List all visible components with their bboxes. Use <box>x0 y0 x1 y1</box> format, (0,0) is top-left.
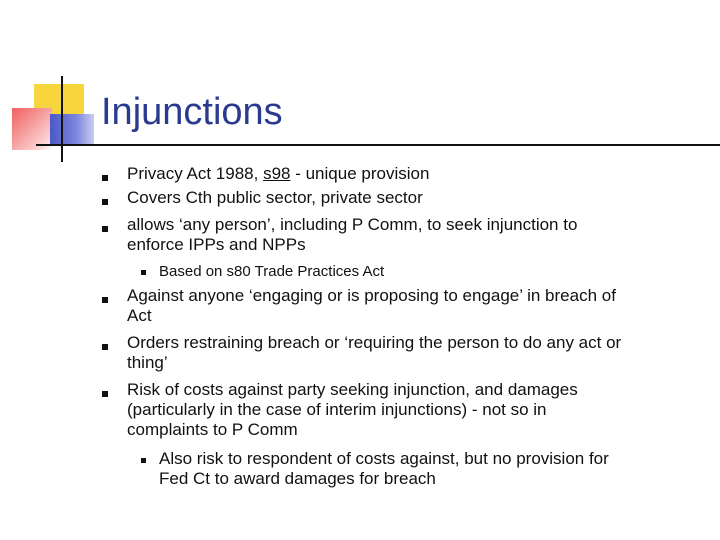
bullet-text: thing’ <box>127 353 168 372</box>
bullet-text: allows ‘any person’, including P Comm, to seek injunction to <box>127 215 578 234</box>
bullet-item <box>127 380 578 440</box>
bullet-text: Also risk to respondent of costs against, but no provision for <box>159 449 609 468</box>
bullet-item <box>127 164 429 184</box>
bullet-square-icon <box>102 175 108 181</box>
bullet-text: Covers Cth public sector, private sector <box>127 188 423 207</box>
bullet-square-icon <box>102 297 108 303</box>
bullet-text: Risk of costs against party seeking injunction, and damages <box>127 380 578 399</box>
bullet-text: Privacy Act 1988, <box>127 164 264 183</box>
bullet-square-icon <box>102 344 108 350</box>
bullet-text: Act <box>127 306 152 325</box>
bullet-text: (particularly in the case of interim injunctions) - not so in <box>127 400 547 419</box>
bullet-item <box>127 333 621 373</box>
bullet-square-icon <box>102 391 108 397</box>
bullet-square-icon <box>102 199 108 205</box>
sub-bullet-square-icon <box>141 270 146 275</box>
bullet-square-icon <box>102 226 108 232</box>
bullet-item <box>127 188 423 208</box>
bullet-text: Based on s80 Trade Practices Act <box>159 263 385 280</box>
bullet-text: - unique provision <box>290 164 430 183</box>
s98-link[interactable]: s98 <box>263 164 291 183</box>
bullet-item <box>127 286 616 326</box>
bullet-item <box>127 215 577 255</box>
slide-title: Injunctions <box>101 91 283 133</box>
bullet-text: Against anyone ‘engaging or is proposing to engage’ in breach of <box>127 286 616 305</box>
bullet-text: complaints to P Comm <box>127 420 298 439</box>
bullet-text: enforce IPPs and NPPs <box>127 235 306 254</box>
sub-bullet-square-icon <box>141 458 146 463</box>
sub-bullet-item <box>159 262 384 282</box>
sub-bullet-item <box>159 449 609 489</box>
bullet-text: Fed Ct to award damages for breach <box>159 469 436 488</box>
bullet-text: Orders restraining breach or ‘requiring the person to do any act or <box>127 333 622 352</box>
